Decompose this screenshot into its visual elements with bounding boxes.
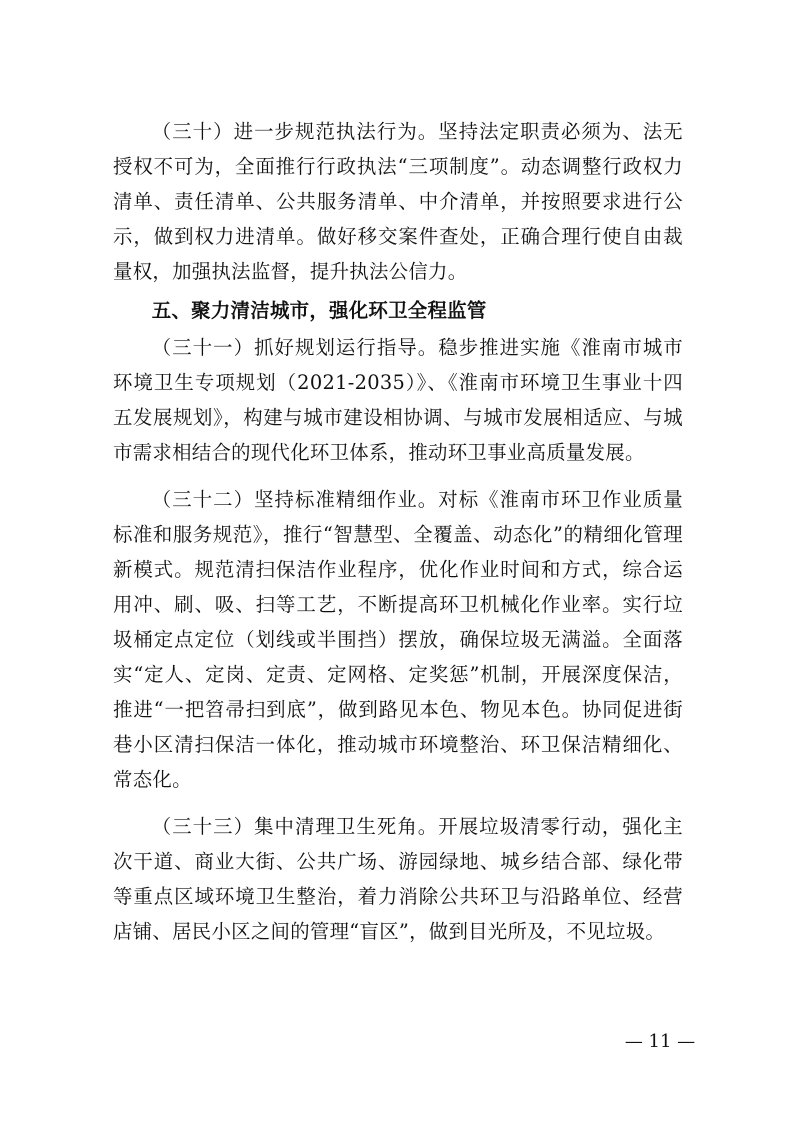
paragraph-31 bbox=[113, 330, 683, 470]
paragraph-lead: （三十一）抓好规划运行指导。 bbox=[151, 336, 439, 359]
paragraph-33 bbox=[113, 809, 683, 949]
paragraph-lead: （三十）进一步规范执法行为。 bbox=[151, 120, 439, 143]
paragraph-text: 稳步推进实施《淮南市城市环境卫生专项规划（2021-2035）》、《淮南市环境卫生事业十四五发展规划》，构建与城市建设相协调、与城市发展相适应、与城市需求相结合的现代化环卫体系，推动环卫事业高质量发展。 bbox=[113, 336, 684, 464]
paragraph-30 bbox=[113, 114, 683, 289]
paragraph-text: 对标《淮南市环卫作业质量标准和服务规范》，推行“智慧型、全覆盖、动态化”的精细化管理新模式。规范清扫保洁作业程序，优化作业时间和方式，综合运用冲、刷、吸、扫等工艺，不断提高环卫机械化作业率。实行垃圾桶定点定位（划线或半围挡）摆放，确保垃圾无满溢。全面落实“定人、定岗、定责、定网格、定奖惩”机制，开展深度保洁，推进“一把笤帚扫到底”，做到路见本色、物见本色。协同促进街巷小区清扫保洁一体化，推动城市环境整治、环卫保洁精细化、常态化。 bbox=[113, 488, 684, 791]
page-number: — 11 — bbox=[624, 1031, 696, 1052]
paragraph-text: 开展垃圾清零行动，强化主次干道、商业大街、公共广场、游园绿地、城乡结合部、绿化带等重点区域环境卫生整治，着力消除公共环卫与沿路单位、经营店铺、居民小区之间的管理“盲区”，做到目光所及，不见垃圾。 bbox=[113, 815, 684, 943]
paragraph-lead: （三十二）坚持标准精细作业。 bbox=[151, 488, 439, 511]
paragraph-text: 坚持法定职责必须为、法无授权不可为，全面推行行政执法“三项制度”。动态调整行政权力清单、责任清单、公共服务清单、中介清单，并按照要求进行公示，做到权力进清单。做好移交案件查处，正确合理行使自由裁量权，加强执法监督，提升执法公信力。 bbox=[113, 120, 684, 283]
document-body bbox=[113, 114, 683, 949]
paragraph-lead: （三十三）集中清理卫生死角。 bbox=[151, 815, 439, 838]
section-heading: 五、聚力清洁城市，强化环卫全程监管 bbox=[151, 299, 487, 322]
paragraph-32 bbox=[113, 482, 683, 797]
